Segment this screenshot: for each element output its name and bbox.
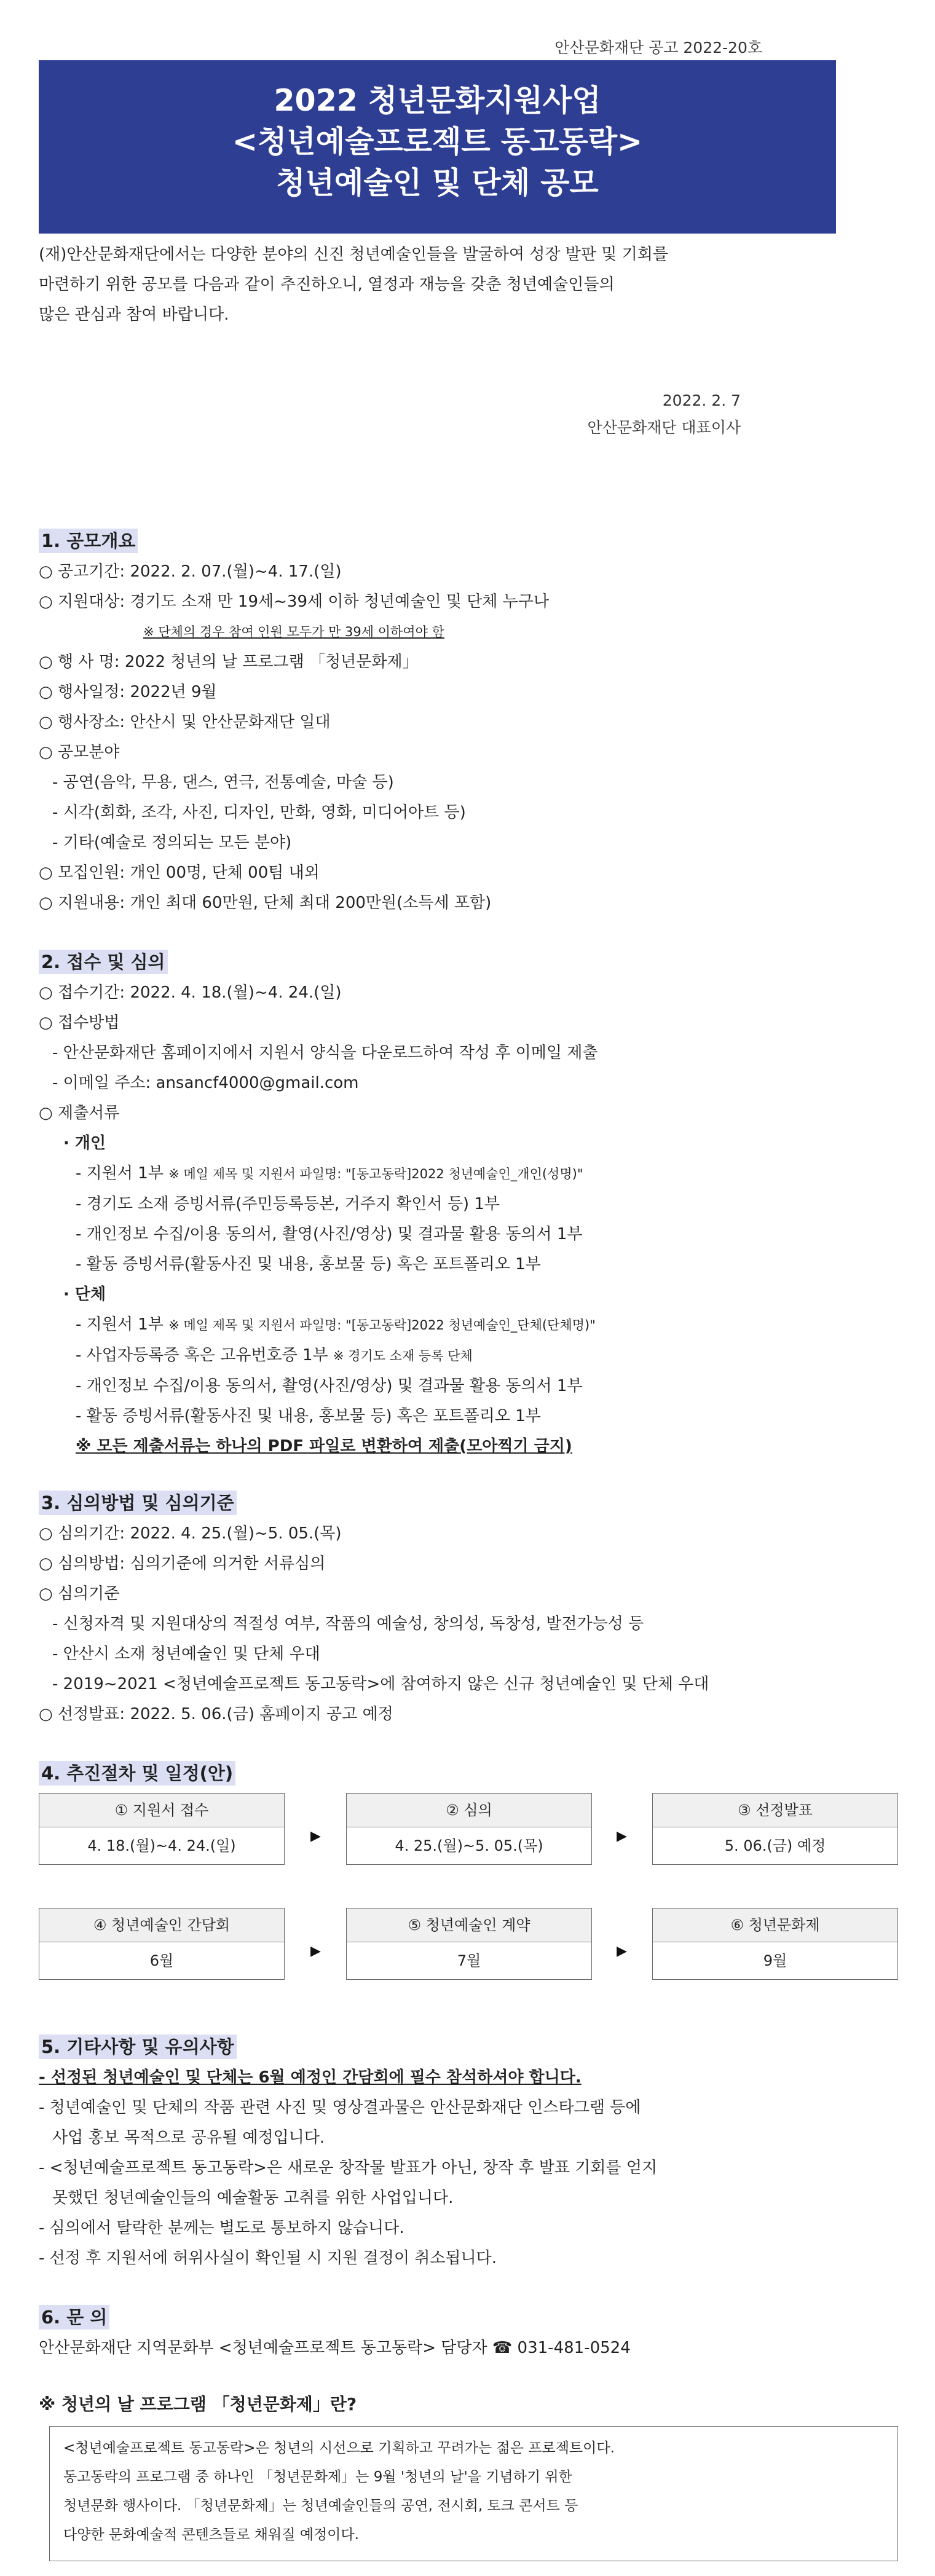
banner-line-3: 청년예술인 및 단체 공모 [276,165,599,200]
arrow-right-icon: ▶ [617,1944,627,1959]
document-text: - 사업자등록증 혹은 고유번호증 1부 [76,1346,333,1365]
section-application [39,950,899,1462]
step-date: 7월 [457,1952,481,1969]
review-subline: - 신청자격 및 지원대상의 적절성 여부, 작품의 예술성, 창의성, 독창성, 발전가능성 등 [52,1615,644,1633]
schedule-step [39,1908,285,1980]
document-text: - 지원서 1부 [76,1315,169,1334]
document-item: - 개인정보 수집/이용 동의서, 촬영(사진/영상) 및 결과물 활용 동의서 1부 [76,1225,583,1243]
section-title: 5. 기타사항 및 유의사항 [39,2034,237,2059]
step-date: 6월 [149,1952,174,1969]
section-notes [39,2034,899,2274]
review-subline: - 안산시 소재 청년예술인 및 단체 우대 [52,1645,320,1663]
overview-line: ○ 모집인원: 개인 00명, 단체 00팀 내외 [39,864,320,882]
section-title: 4. 추진절차 및 일정(안) [39,1761,235,1786]
intro-line: 많은 관심과 참여 바랍니다. [39,305,229,324]
signature-block [492,387,741,441]
festival-info-line: <청년예술프로젝트 동고동락>은 청년의 시선으로 기획하고 꾸려가는 젊은 프로젝트이다. [63,2440,615,2456]
title-banner [39,60,836,234]
intro-paragraph [39,240,832,330]
notice-number: 안산문화재단 공고 2022-20호 [554,39,762,57]
overview-line: ○ 지원내용: 개인 최대 60만원, 단체 최대 200만원(소득세 포함) [39,894,492,912]
document-text: - 지원서 1부 [76,1164,169,1183]
document-item [39,1341,899,1371]
signer: 안산문화재단 대표이사 [587,419,741,436]
step-date: 5. 06.(금) 예정 [724,1837,826,1854]
arrow-right-icon: ▶ [310,1829,321,1844]
arrow-right-icon: ▶ [310,1944,321,1959]
intro-line: 마련하기 위한 공모를 다음과 같이 추진하오니, 열정과 재능을 갖춘 청년예술인들의 [39,275,615,294]
section-title: 3. 심의방법 및 심의기준 [39,1491,237,1515]
notes-line: - 심의에서 탈락한 분께는 별도로 통보하지 않습니다. [39,2219,404,2237]
category-individual: · 개인 [63,1134,106,1152]
festival-info-box [49,2426,898,2561]
festival-info-line: 청년문화 행사이다. 「청년문화제」는 청년예술인들의 공연, 전시회, 토크 콘서트 등 [63,2498,578,2514]
section-review [39,1491,899,1730]
overview-subline: - 공연(음악, 무용, 댄스, 연극, 전통예술, 마술 등) [52,773,394,792]
schedule-step [652,1793,898,1865]
overview-line: ○ 행사일정: 2022년 9월 [39,683,217,701]
application-line: ○ 접수방법 [39,1014,120,1032]
section-overview [39,529,899,918]
review-line: ○ 심의기간: 2022. 4. 25.(월)~5. 05.(목) [39,1524,342,1543]
document-item [39,1310,899,1341]
notes-line: 못했던 청년예술인들의 예술활동 고취를 위한 사업입니다. [52,2189,454,2207]
step-title: ① 지원서 접수 [39,1794,284,1827]
application-line: ○ 제출서류 [39,1104,120,1122]
overview-line: ○ 행 사 명: 2022 청년의 날 프로그램 「청년문화제」 [39,653,419,671]
step-date: 9월 [763,1952,787,1969]
step-date: 4. 25.(월)~5. 05.(목) [395,1837,543,1854]
step-title: ⑥ 청년문화제 [653,1908,898,1942]
notes-line-required: - 선정된 청년예술인 및 단체는 6월 예정인 간담회에 필수 참석하셔야 합니다. [39,2068,582,2087]
overview-note: ※ 단체의 경우 참여 인원 모두가 만 39세 이하여야 함 [143,624,444,639]
document-item: - 경기도 소재 증빙서류(주민등록등본, 거주지 확인서 등) 1부 [76,1195,500,1213]
schedule-step [39,1793,285,1865]
application-subline: - 이메일 주소: ansancf4000@gmail.com [52,1074,359,1092]
step-title: ④ 청년예술인 간담회 [39,1908,284,1942]
review-line: ○ 심의기준 [39,1585,120,1603]
festival-info-line: 다양한 문화예술적 콘텐츠들로 채워질 예정이다. [63,2527,359,2543]
overview-subline: - 기타(예술로 정의되는 모든 분야) [52,833,292,852]
document-note: ※ 경기도 소재 등록 단체 [333,1349,473,1363]
festival-info-line: 동고동락의 프로그램 중 하나인 「청년문화제」는 9월 '청년의 날'을 기념하기 위한 [63,2469,572,2485]
section-schedule [39,1761,899,1786]
overview-line: ○ 지원대상: 경기도 소재 만 19세~39세 이하 청년예술인 및 단체 누구나 [39,593,549,611]
section-contact [39,2305,899,2363]
notes-line: - 선정 후 지원서에 허위사실이 확인될 시 지원 결정이 취소됩니다. [39,2249,497,2267]
review-subline: - 2019~2021 <청년예술프로젝트 동고동락>에 참여하지 않은 신규 청년예술인 및 단체 우대 [52,1675,709,1693]
step-date: 4. 18.(월)~4. 24.(일) [87,1837,236,1854]
schedule-step [346,1793,592,1865]
arrow-right-icon: ▶ [617,1829,627,1844]
step-title: ② 심의 [347,1794,591,1827]
overview-subline: - 시각(회화, 조각, 사진, 디자인, 만화, 영화, 미디어아트 등) [52,803,466,822]
review-line: ○ 심의방법: 심의기준에 의거한 서류심의 [39,1554,326,1573]
overview-line: ○ 공고기간: 2022. 2. 07.(월)~4. 17.(일) [39,562,342,581]
document-item: - 개인정보 수집/이용 동의서, 촬영(사진/영상) 및 결과물 활용 동의서 1부 [76,1377,583,1395]
notes-line: - 청년예술인 및 단체의 작품 관련 사진 및 영상결과물은 안산문화재단 인스타그램 등에 [39,2098,641,2117]
section-title: 1. 공모개요 [39,529,138,553]
overview-line: ○ 공모분야 [39,743,120,762]
banner-line-1: 2022 청년문화지원사업 [274,83,601,118]
pdf-notice: ※ 모든 제출서류는 하나의 PDF 파일로 변환하여 제출(모아찍기 금지) [76,1437,572,1455]
section-title: 6. 문 의 [39,2305,109,2330]
document-item: - 활동 증빙서류(활동사진 및 내용, 홍보물 등) 혹은 포트폴리오 1부 [76,1255,541,1274]
category-group: · 단체 [63,1285,106,1304]
notes-line: 사업 홍보 목적으로 공유될 예정입니다. [52,2129,325,2147]
step-title: ③ 선정발표 [653,1794,898,1827]
document-note: ※ 메일 제목 및 지원서 파일명: "[동고동락]2022 청년예술인_단체(단체명)" [168,1318,596,1333]
banner-line-2: <청년예술프로젝트 동고동락> [232,124,643,159]
schedule-step [652,1908,898,1980]
notes-line: - <청년예술프로젝트 동고동락>은 새로운 창작물 발표가 아닌, 창작 후 발표 기회를 얻지 [39,2159,658,2177]
intro-line: (재)안산문화재단에서는 다양한 분야의 신진 청년예술인들을 발굴하여 성장 발판 및 기회를 [39,245,668,264]
review-line: ○ 선정발표: 2022. 5. 06.(금) 홈페이지 공고 예정 [39,1705,393,1723]
section-title: 2. 접수 및 심의 [39,950,168,974]
schedule-step [346,1908,592,1980]
contact-line: 안산문화재단 지역문화부 <청년예술프로젝트 동고동락> 담당자 ☎ 031-481-0524 [39,2339,631,2357]
document-note: ※ 메일 제목 및 지원서 파일명: "[동고동락]2022 청년예술인_개인(성명)" [168,1167,583,1181]
document-item [39,1159,899,1189]
notice-date: 2022. 2. 7 [662,392,741,409]
application-line: ○ 접수기간: 2022. 4. 18.(월)~4. 24.(일) [39,983,342,1002]
application-subline: - 안산문화재단 홈페이지에서 지원서 양식을 다운로드하여 작성 후 이메일 제출 [52,1044,598,1062]
festival-info-title: ※ 청년의 날 프로그램 「청년문화제」란? [39,2394,357,2414]
step-title: ⑤ 청년예술인 계약 [347,1908,591,1942]
overview-line: ○ 행사장소: 안산시 및 안산문화재단 일대 [39,713,331,731]
document-item: - 활동 증빙서류(활동사진 및 내용, 홍보물 등) 혹은 포트폴리오 1부 [76,1407,541,1425]
